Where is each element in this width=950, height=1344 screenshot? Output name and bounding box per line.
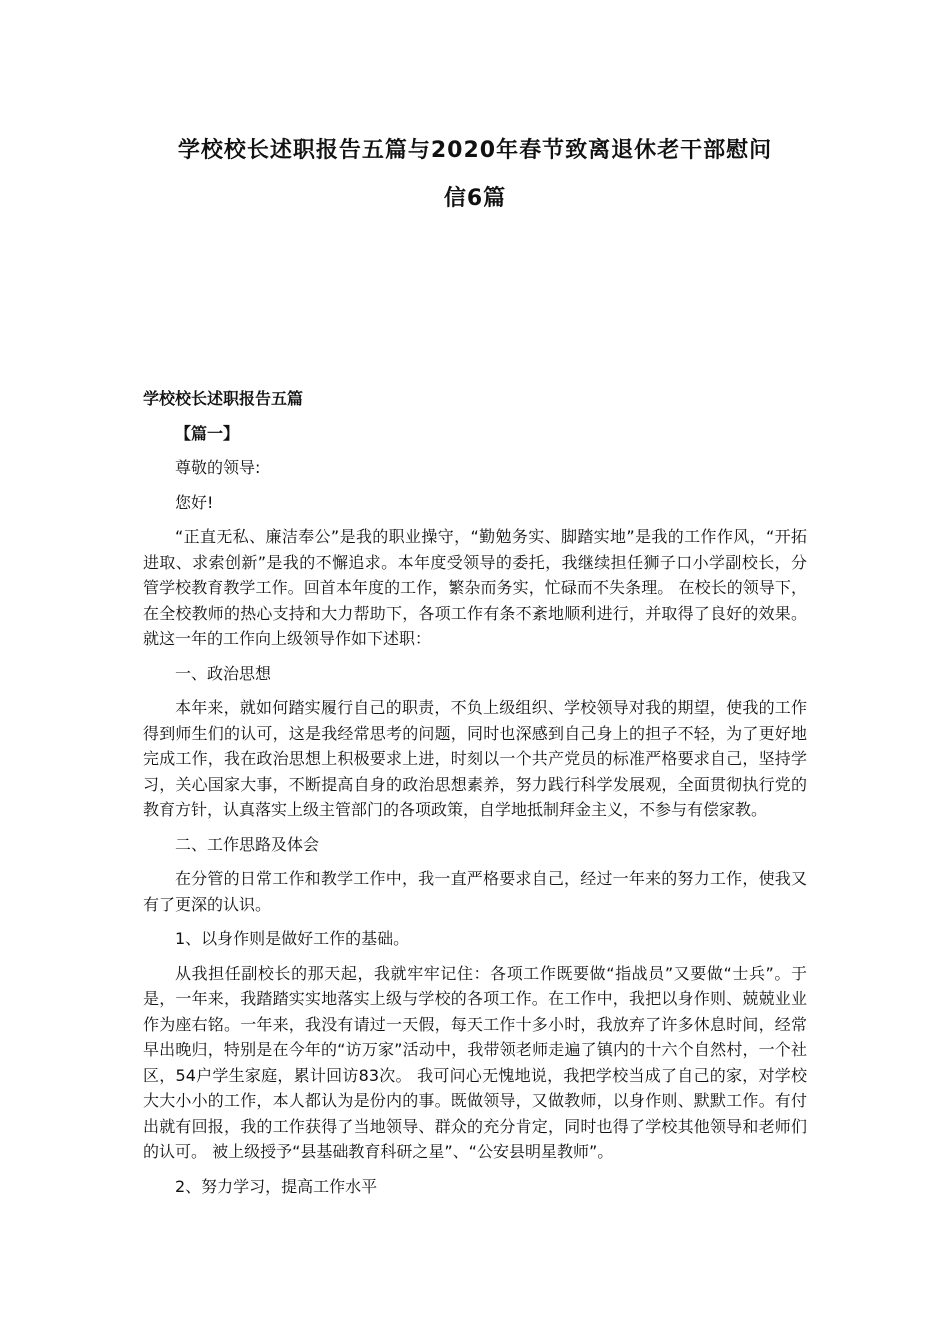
paragraph-political-thought: 本年来，就如何踏实履行自己的职责，不负上级组织、学校领导对我的期望，使我的工作得到师生们的认可，这是我经常思考的问题，同时也深感到自己身上的担子不轻，为了更好地完成工作，我在政治思想上积极要求上进，时刻以一个共产党员的标准严格要求自己，坚持学习，关心国家大事，不断提高自身的政治思想素养，努力践行科学发展观，全面贯彻执行党的教育方针，认真落实上级主管部门的各项政策，自学地抵制拜金主义，不参与有偿家教。 bbox=[143, 698, 807, 819]
paragraph-work-approach: 在分管的日常工作和教学工作中，我一直严格要求自己，经过一年来的努力工作，使我又有了更深的认识。 bbox=[143, 869, 807, 914]
subsection-heading: 【篇一】 bbox=[175, 423, 240, 443]
salutation: 尊敬的领导: bbox=[175, 458, 261, 477]
paragraph-lead-by-example: 从我担任副校长的那天起，我就牢牢记住：各项工作既要做“指战员”又要做“士兵”。于是，一年来，我踏踏实实地落实上级与学校的各项工作。在工作中，我把以身作则、兢兢业业作为座右铭。一年来，我没有请过一天假，每天工作十多小时，我放弃了许多休息时间，经常早出晚归，特别是在今年的“访万家”活动中，我带领老师走遍了镇内的十六个自然村，一个社区，54户学生家庭，累计回访83次。 我可问心无愧地说，我把学校当成了自己的家，对学校大大小小的工作，本人都认为是份内的事。既做领导，又做教师，以身作则、默默工作。有付出就有回报，我的工作获得了当地领导、群众的充分肯定，同时也得了学校其他领导和老师们的认可。 被上级授予“县基础教育科研之星”、“公安县明星教师”。 bbox=[143, 963, 807, 1161]
heading-study-hard: 2、努力学习，提高工作水平 bbox=[175, 1176, 378, 1196]
greeting: 您好! bbox=[175, 492, 214, 512]
document-title-line-1: 学校校长述职报告五篇与2020年春节致离退休老干部慰问 bbox=[177, 138, 773, 163]
section-title: 学校校长述职报告五篇 bbox=[143, 389, 304, 408]
heading-work-approach: 二、工作思路及体会 bbox=[175, 834, 320, 854]
heading-political-thought: 一、政治思想 bbox=[175, 663, 272, 683]
document-title-line-2: 信6篇 bbox=[443, 186, 507, 211]
heading-lead-by-example: 1、以身作则是做好工作的基础。 bbox=[175, 929, 410, 948]
intro-paragraph: “正直无私、廉洁奉公”是我的职业操守，“勤勉务实、脚踏实地”是我的工作作风，“开拓进取、求索创新”是我的不懈追求。本年度受领导的委托，我继续担任狮子口小学副校长，分管学校教育教学工作。回首本年度的工作，繁杂而务实，忙碌而不失条理。 在校长的领导下，在全校教师的热心支持和大力帮助下，各项工作有条不紊地顺利进行，并取得了良好的效果。就这一年的工作向上级领导作如下述职： bbox=[143, 527, 807, 648]
document-body bbox=[143, 386, 807, 1208]
